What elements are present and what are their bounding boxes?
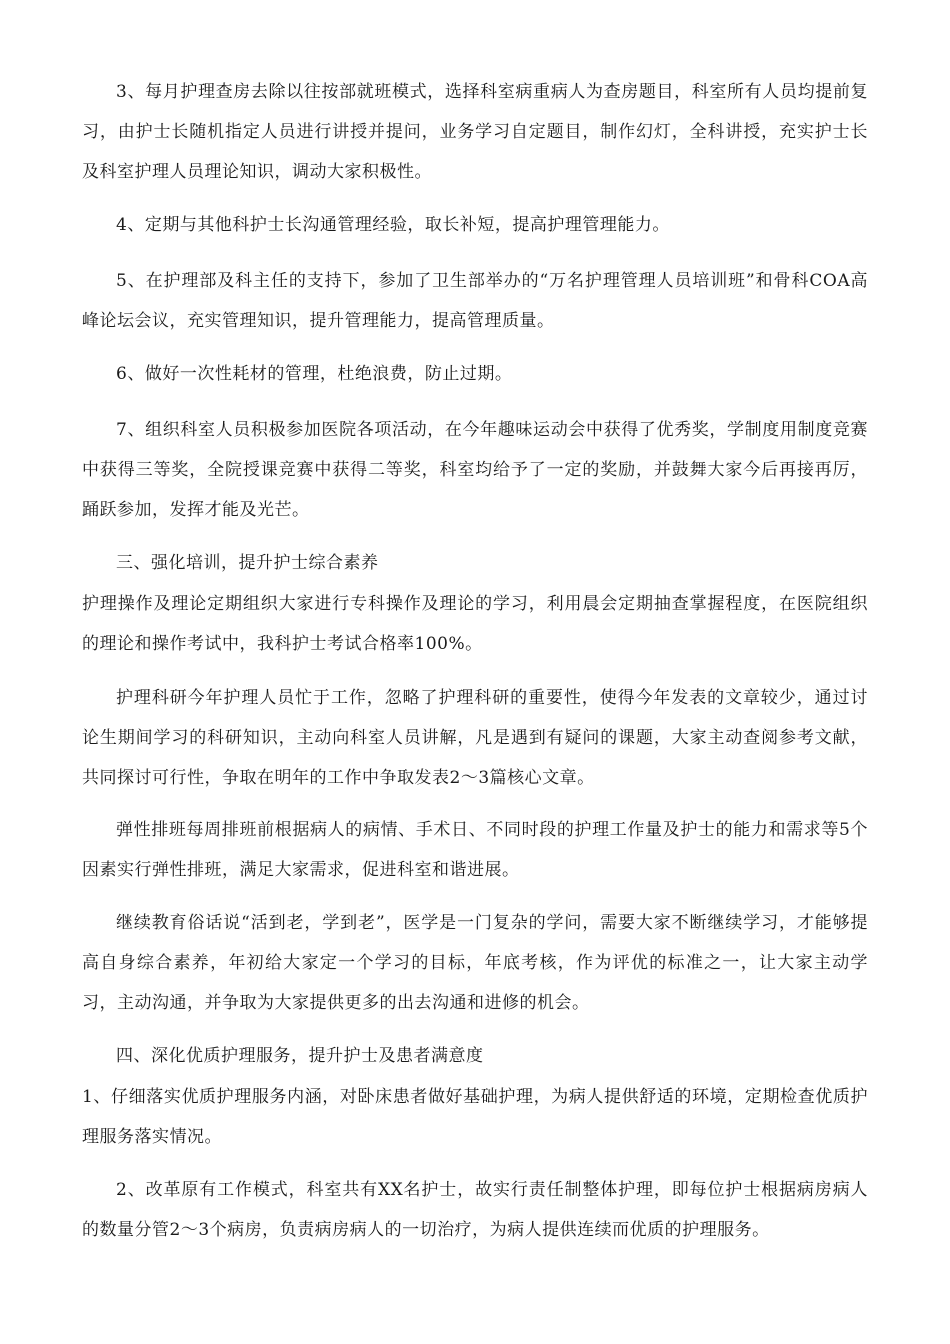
section-heading-quality-service: 四、深化优质护理服务，提升护士及患者满意度 (116, 1046, 484, 1066)
section-heading-training: 三、强化培训，提升护士综合素养 (116, 553, 379, 573)
paragraph-quality-service: 1、仔细落实优质护理服务内涵，对卧床患者做好基础护理，为病人提供舒适的环境，定期检查优质护理服务落实情况。 (82, 1087, 868, 1147)
paragraph-ward-rounds: 3、每月护理查房去除以往按部就班模式，选择科室病重病人为查房题目，科室所有人员均提前复习，由护士长随机指定人员进行讲授并提问，业务学习自定题目，制作幻灯，全科讲授，充实护士长及科室护理人员理论知识，调动大家积极性。 (82, 82, 868, 182)
paragraph-training-attendance: 5、在护理部及科主任的支持下，参加了卫生部举办的“万名护理管理人员培训班”和骨科COA高峰论坛会议，充实管理知识，提升管理能力，提高管理质量。 (82, 271, 868, 331)
paragraph-management-exchange: 4、定期与其他科护士长沟通管理经验，取长补短，提高护理管理能力。 (116, 215, 670, 235)
paragraph-nursing-research: 护理科研今年护理人员忙于工作，忽略了护理科研的重要性，使得今年发表的文章较少，通过讨论生期间学习的科研知识，主动向科室人员讲解，凡是遇到有疑问的课题，大家主动查阅参考文献，共同探讨可行性，争取在明年的工作中争取发表2～3篇核心文章。 (82, 688, 868, 788)
paragraph-consumables: 6、做好一次性耗材的管理，杜绝浪费，防止过期。 (116, 364, 513, 384)
paragraph-continuing-education: 继续教育俗话说“活到老，学到老”，医学是一门复杂的学问，需要大家不断继续学习，才能够提高自身综合素养，年初给大家定一个学习的目标，年底考核，作为评优的标准之一，让大家主动学习，主动沟通，并争取为大家提供更多的出去沟通和进修的机会。 (82, 913, 868, 1013)
paragraph-flexible-scheduling: 弹性排班每周排班前根据病人的病情、手术日、不同时段的护理工作量及护士的能力和需求等5个因素实行弹性排班，满足大家需求，促进科室和谐进展。 (82, 820, 868, 880)
paragraph-work-model-reform: 2、改革原有工作模式，科室共有XX名护士，故实行责任制整体护理，即每位护士根据病房病人的数量分管2～3个病房，负责病房病人的一切治疗，为病人提供连续而优质的护理服务。 (82, 1180, 868, 1240)
paragraph-operation-theory: 护理操作及理论定期组织大家进行专科操作及理论的学习，利用晨会定期抽查掌握程度，在医院组织的理论和操作考试中，我科护士考试合格率100%。 (82, 594, 868, 654)
paragraph-hospital-activities: 7、组织科室人员积极参加医院各项活动，在今年趣味运动会中获得了优秀奖，学制度用制度竞赛中获得三等奖，全院授课竞赛中获得二等奖，科室均给予了一定的奖励，并鼓舞大家今后再接再厉，踊跃参加，发挥才能及光芒。 (82, 420, 868, 520)
